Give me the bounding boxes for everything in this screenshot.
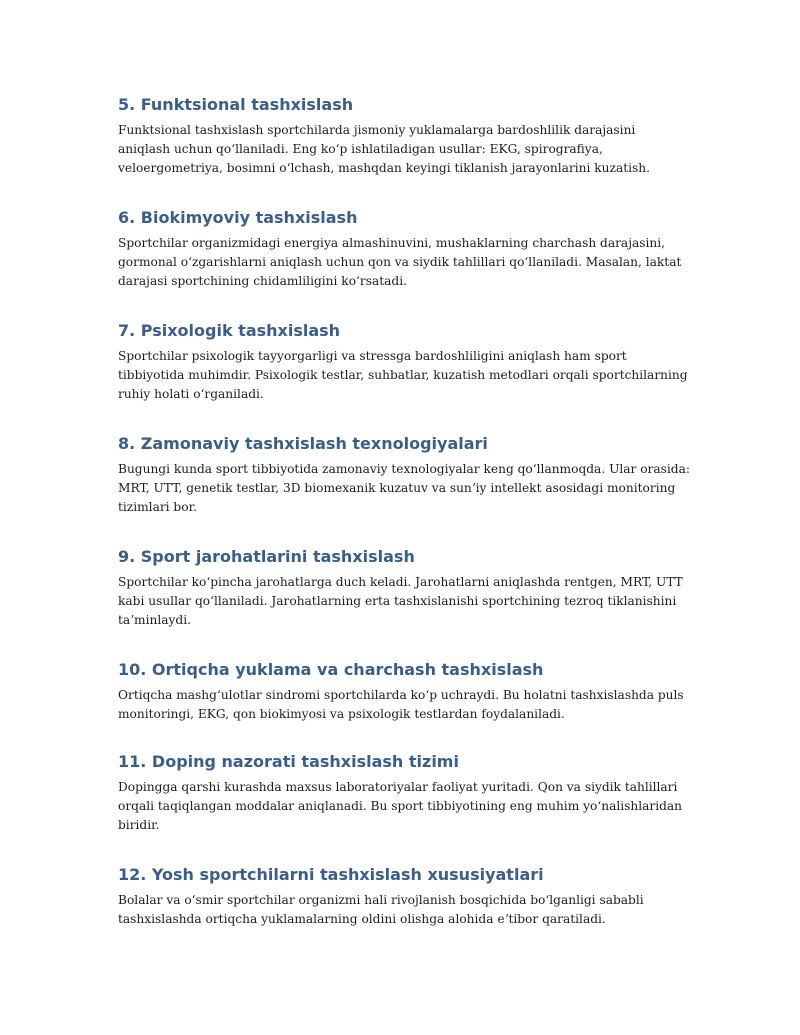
section-body: Bugungi kunda sport tibbiyotida zamonaviy texnologiyalar keng qoʻllanmoqda. Ular orasida: MRT, UTT, genetik testlar, 3D biomexanik kuzatuv va sunʼiy intellekt asosidagi monitoring tizimlari bor.	[118, 462, 690, 514]
section-heading: 5. Funktsional tashxislash	[118, 95, 354, 114]
section-body: Sportchilar psixologik tayyorgarligi va stressga bardoshliligini aniqlash ham sport tibbiyotida muhimdir. Psixologik testlar, suhbatlar, kuzatish metodlari orqali sportchilarning ruhiy holati oʻrganiladi.	[118, 349, 688, 401]
section-body: Sportchilar koʻpincha jarohatlarga duch keladi. Jarohatlarni aniqlashda rentgen, MRT, UTT kabi usullar qoʻllaniladi. Jarohatlarning erta tashxislanishi sportchining tezroq tiklanishini taʼminlaydi.	[118, 575, 683, 627]
section-6	[118, 208, 690, 291]
section-body: Bolalar va oʻsmir sportchilar organizmi hali rivojlanish bosqichida boʻlganligi sababli tashxislashda ortiqcha yuklamalarning oldini olishga alohida eʼtibor qaratiladi.	[118, 893, 644, 926]
section-heading: 6. Biokimyoviy tashxislash	[118, 208, 358, 227]
section-body: Ortiqcha mashgʻulotlar sindromi sportchilarda koʻp uchraydi. Bu holatni tashxislashda puls monitoringi, EKG, qon biokimyosi va psixologik testlardan foydalaniladi.	[118, 688, 684, 721]
section-12	[118, 865, 690, 929]
section-body: Sportchilar organizmidagi energiya almashinuvini, mushaklarning charchash darajasini, gormonal oʻzgarishlarni aniqlash uchun qon va siydik tahlillari qoʻllaniladi. Masalan, laktat darajasi sportchining chidamliligini koʻrsatadi.	[118, 236, 682, 288]
section-heading: 9. Sport jarohatlarini tashxislash	[118, 547, 415, 566]
section-8	[118, 434, 690, 517]
section-body: Funktsional tashxislash sportchilarda jismoniy yuklamalarga bardoshlilik darajasini aniqlash uchun qoʻllaniladi. Eng koʻp ishlatiladigan usullar: EKG, spirografiya, veloergometriya, bosimni oʻlchash, mashqdan keyingi tiklanish jarayonlarini kuzatish.	[118, 123, 650, 175]
section-9	[118, 547, 690, 630]
section-heading: 10. Ortiqcha yuklama va charchash tashxislash	[118, 660, 544, 679]
section-body: Dopingga qarshi kurashda maxsus laboratoriyalar faoliyat yuritadi. Qon va siydik tahlillari orqali taqiqlangan moddalar aniqlanadi. Bu sport tibbiyotining eng muhim yoʻnalishlaridan biridir.	[118, 780, 683, 832]
section-heading: 11. Doping nazorati tashxislash tizimi	[118, 752, 459, 771]
section-11	[118, 752, 690, 835]
section-heading: 12. Yosh sportchilarni tashxislash xususiyatlari	[118, 865, 544, 884]
section-5	[118, 95, 690, 178]
section-heading: 8. Zamonaviy tashxislash texnologiyalari	[118, 434, 488, 453]
section-heading: 7. Psixologik tashxislash	[118, 321, 341, 340]
section-7	[118, 321, 690, 404]
section-10	[118, 660, 690, 724]
